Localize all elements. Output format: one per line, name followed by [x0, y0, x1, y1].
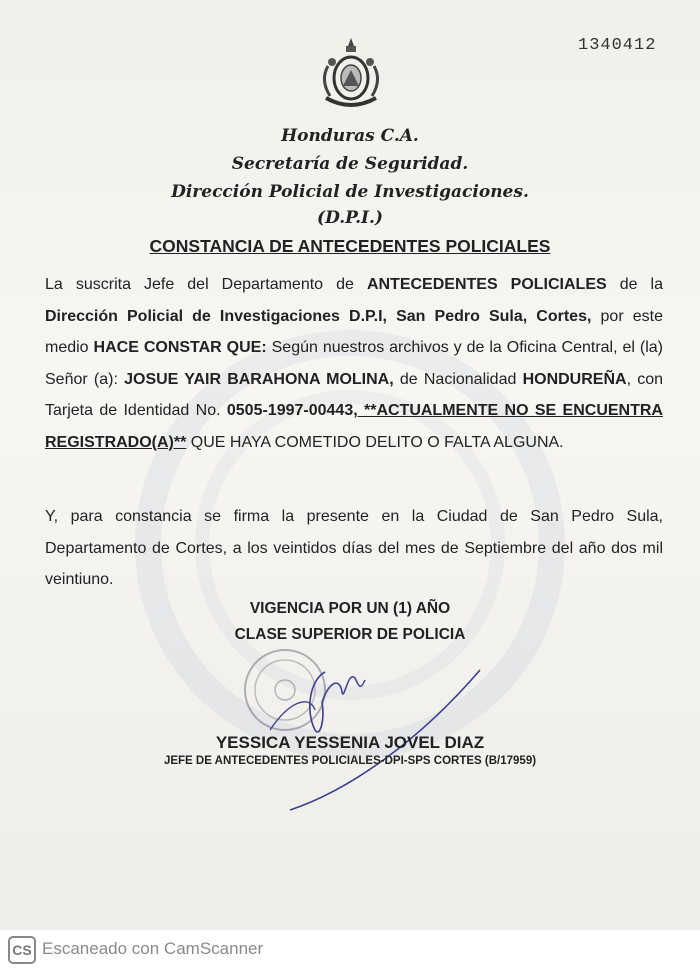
body-text: , con Tarjeta de Identidad No.	[45, 370, 663, 419]
body-text: de Nacionalidad	[393, 370, 523, 388]
certification-paragraph	[45, 269, 663, 458]
person-name: JOSUE YAIR BARAHONA MOLINA,	[124, 370, 394, 388]
body-text: La suscrita Jefe del Departamento de	[45, 276, 367, 293]
signer-name: YESSICA YESSENIA JOVEL DIAZ	[215, 733, 485, 752]
body-text: Según nuestros archivos y de la Oficina Central, el (la) Señor (a):	[45, 339, 663, 388]
signature-paragraph: Y, para constancia se firma la presente en la Ciudad de San Pedro Sula, Departamento de Cortes, a los veintidos días del mes de Septiembre del año dos mil veintiuno.	[45, 508, 663, 588]
id-number: 0505-1997-00443,	[226, 402, 358, 419]
registration-status: **ACTUALMENTE NO SE ENCUENTRA REGISTRADO(A)**	[45, 402, 663, 451]
body-text: por este medio	[45, 307, 663, 356]
serial-number: 1340412	[578, 36, 657, 55]
header-direccion: Dirección Policial de Investigaciones.	[171, 182, 529, 202]
nationality: HONDUREÑA	[522, 370, 627, 388]
department-name: ANTECEDENTES POLICIALES	[366, 276, 607, 293]
validity-text: VIGENCIA POR UN (1) AÑO	[249, 600, 451, 617]
honduras-coat-of-arms-icon	[318, 36, 384, 115]
header-dpi: (D.P.I.)	[317, 208, 383, 228]
directorate-name: Dirección Policial de Investigaciones D.P.I, San Pedro Sula, Cortes,	[45, 307, 592, 325]
hace-constar: HACE CONSTAR QUE:	[93, 339, 267, 356]
body-text: QUE HAYA COMETIDO DELITO O FALTA ALGUNA.	[186, 433, 564, 451]
rank-text: CLASE SUPERIOR DE POLICIA	[234, 626, 466, 643]
camscanner-logo-icon: CS	[8, 936, 36, 964]
scanner-watermark-bar	[0, 930, 700, 969]
body-text: de la	[606, 276, 663, 293]
camscanner-text: Escaneado con CamScanner	[42, 939, 264, 958]
document-title: CONSTANCIA DE ANTECEDENTES POLICIALES	[149, 236, 551, 256]
header-country: Honduras C.A.	[281, 126, 419, 146]
signer-title: JEFE DE ANTECEDENTES POLICIALES-DPI-SPS CORTES (B/17959)	[163, 755, 537, 767]
header-secretaria: Secretaría de Seguridad.	[231, 154, 469, 174]
